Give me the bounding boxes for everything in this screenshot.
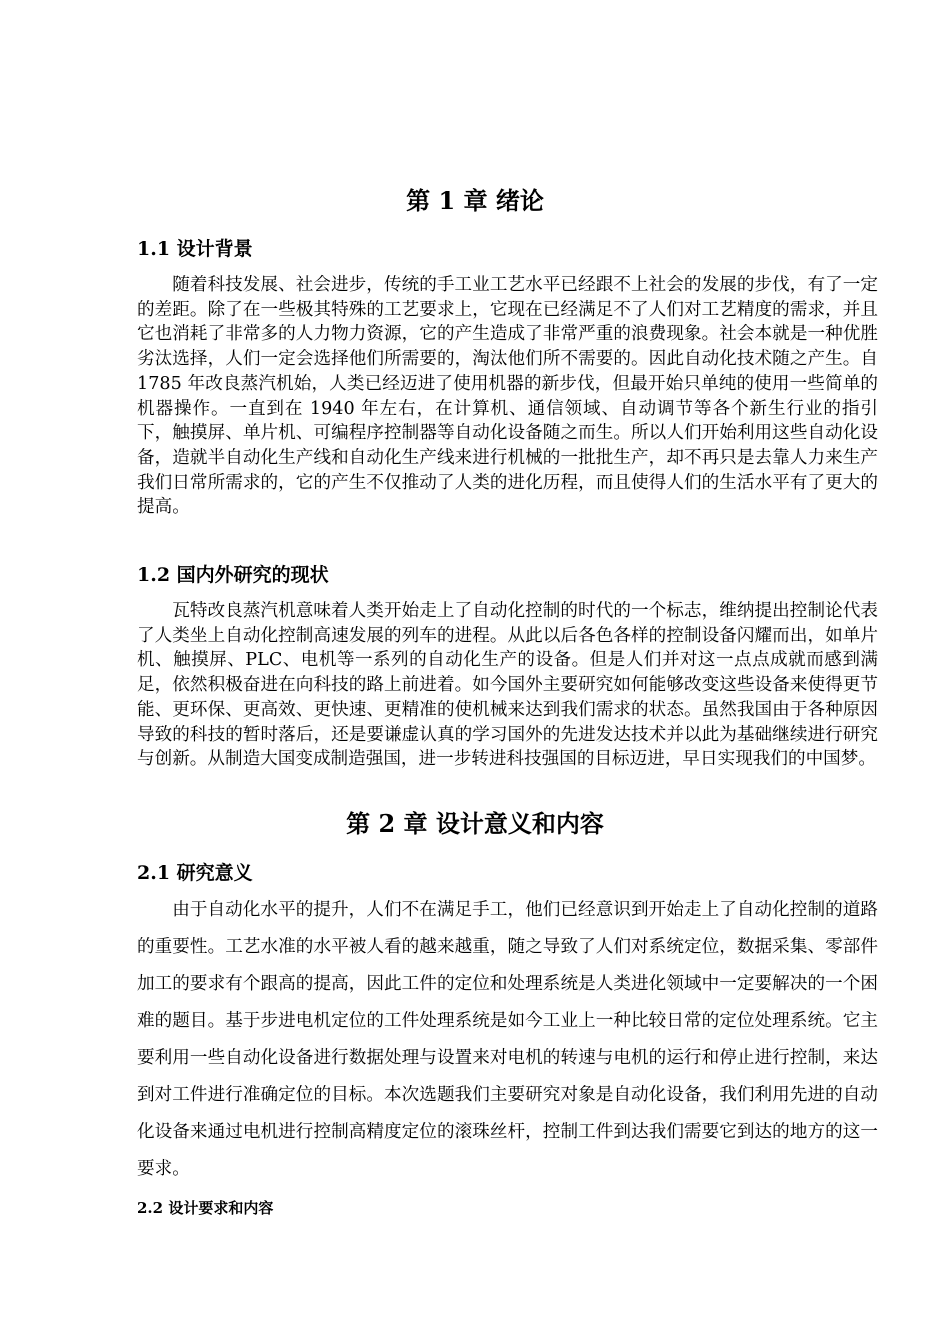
chapter-1-title: 第 1 章 绪论 [406, 186, 544, 215]
section-1-2-heading: 1.2 国内外研究的现状 [137, 564, 329, 586]
section-1-1-paragraph: 随着科技发展、社会进步，传统的手工业工艺水平已经跟不上社会的发展的步伐，有了一定的差距。除了在一些极其特殊的工艺要求上，它现在已经满足不了人们对工艺精度的需求，并且它也消耗了非常多的人力物力资源，它的产生造成了非常严重的浪费现象。社会本就是一种优胜劣汰选择，人们一定会选择他们所需要的，淘汰他们所不需要的。因此自动化技术随之产生。自 1785 年改良蒸汽机始，人类已经迈进了使用机器的新步伐，但最开始只单纯的使用一些简单的机器操作。一直到在 1940 年左右，在计算机、通信领域、自动调节等各个新生行业的指引下，触摸屏、单片机、可编程序控制器等自动化设备随之而生。所以人们开始利用这些自动化设备，造就半自动化生产线和自动化生产线来进行机械的一批批生产，却不再只是去靠人力来生产我们日常所需求的，它的产生不仅推动了人类的进化历程，而且使得人们的生活水平有了更大的提高。 [137, 275, 878, 518]
section-2-2-heading: 2.2 设计要求和内容 [137, 1199, 274, 1217]
section-2-1-heading: 2.1 研究意义 [137, 862, 253, 884]
section-1-2-paragraph: 瓦特改良蒸汽机意味着人类开始走上了自动化控制的时代的一个标志，维纳提出控制论代表了人类坐上自动化控制高速发展的列车的进程。从此以后各色各样的控制设备闪耀而出，如单片机、触摸屏、PLC、电机等一系列的自动化生产的设备。但是人们并对这一点点成就而感到满足，依然积极奋进在向科技的路上前进着。如今国外主要研究如何能够改变这些设备来使得更节能、更环保、更高效、更快速、更精准的使机械来达到我们需求的状态。虽然我国由于各种原因导致的科技的暂时落后，还是要谦虚认真的学习国外的先进发达技术并以此为基础继续进行研究与创新。从制造大国变成制造强国，进一步转进科技强国的目标迈进，早日实现我们的中国梦。 [137, 601, 878, 770]
section-2-1-paragraph: 由于自动化水平的提升，人们不在满足手工，他们已经意识到开始走上了自动化控制的道路的重要性。工艺水准的水平被人看的越来越重，随之导致了人们对系统定位，数据采集、零部件加工的要求有个跟高的提高，因此工件的定位和处理系统是人类进化领域中一定要解决的一个困难的题目。基于步进电机定位的工件处理系统是如今工业上一种比较日常的定位处理系统。它主要利用一些自动化设备进行数据处理与设置来对电机的转速与电机的运行和停止进行控制，来达到对工件进行准确定位的目标。本次选题我们主要研究对象是自动化设备，我们利用先进的自动化设备来通过电机进行控制高精度定位的滚珠丝杆，控制工件到达我们需要它到达的地方的这一要求。 [137, 900, 878, 1179]
section-1-1-heading: 1.1 设计背景 [137, 238, 253, 260]
chapter-2-title: 第 2 章 设计意义和内容 [346, 809, 604, 838]
